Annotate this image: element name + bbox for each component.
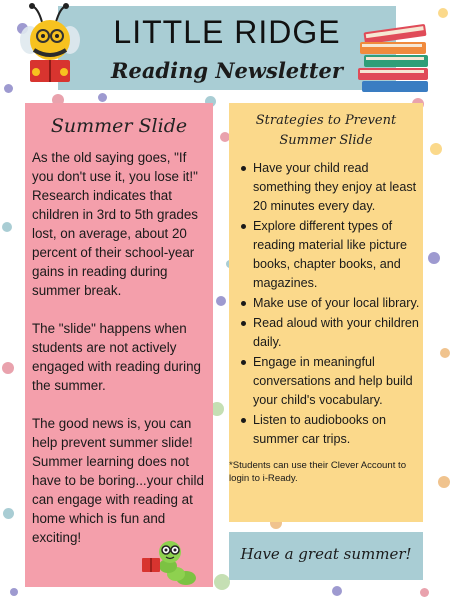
strategies-heading: [229, 111, 423, 151]
stack-of-books-icon: [356, 24, 438, 94]
decor-dot: [428, 252, 440, 264]
clever-account-note: *Students can use their Clever Account to login to i-Ready.: [229, 460, 407, 484]
list-item: Listen to audiobooks on summer car trips.: [237, 411, 421, 449]
paragraph: The "slide" happens when students are not actively engaged with reading during the summer.: [32, 321, 201, 393]
summer-slide-heading: Summer Slide: [50, 115, 188, 137]
decor-dot: [2, 222, 12, 232]
list-item: Have your child read something they enjoy at least 20 minutes every day.: [237, 159, 421, 216]
decor-dot: [216, 296, 226, 306]
newsletter-header: [58, 6, 396, 90]
list-item: Read aloud with your children daily.: [237, 314, 421, 352]
list-item: Engage in meaningful conversations and help build your child's vocabulary.: [237, 353, 421, 410]
decor-dot: [2, 362, 14, 374]
list-item: Make use of your local library.: [237, 294, 421, 313]
summer-slide-panel: [25, 103, 213, 587]
decor-dot: [98, 93, 107, 102]
decor-dot: [214, 574, 230, 590]
decor-dot: [430, 143, 442, 155]
decor-dot: [438, 8, 448, 18]
list-item: Explore different types of reading material like picture books, chapter books, and magazines.: [237, 217, 421, 293]
strategies-list: [237, 159, 421, 450]
bookworm-icon: [140, 538, 204, 588]
closing-banner: [229, 532, 423, 580]
strategies-heading-line1: Strategies to Prevent: [255, 113, 397, 128]
bee-reading-icon: [18, 2, 82, 88]
newsletter-subtitle: Reading Newsletter: [111, 58, 343, 83]
decor-dot: [438, 476, 450, 488]
decor-dot: [3, 508, 14, 519]
decor-dot: [332, 586, 342, 596]
decor-dot: [440, 348, 450, 358]
summer-slide-body: [32, 148, 210, 566]
strategies-heading-line2: Summer Slide: [279, 133, 373, 148]
decor-dot: [420, 588, 429, 597]
school-name-title: LITTLE RIDGE: [113, 14, 341, 50]
decor-dot: [4, 84, 13, 93]
paragraph: As the old saying goes, "If you don't use it, you lose it!" Research indicates that children in 3rd to 5th grades lost, on average, about 20 percent of their school-year gains in reading during summer break.: [32, 150, 198, 298]
strategies-panel: [229, 103, 423, 522]
closing-message: Have a great summer!: [240, 545, 412, 563]
decor-dot: [10, 588, 18, 596]
paragraph: The good news is, you can help prevent summer slide! Summer learning does not have to be boring...your child can engage with reading at home which is fun and exciting!: [32, 416, 204, 545]
